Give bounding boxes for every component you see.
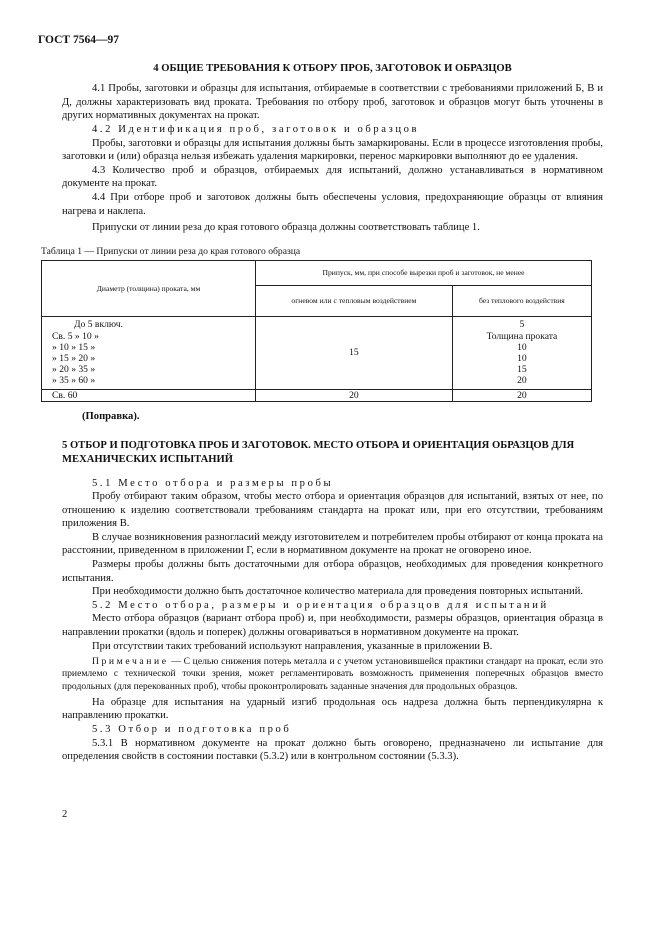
note-text: — С целью снижения потерь металла и с учетом установившейся практики стандарт на прокат, если это приемлемо с технической точки зрения, может регламентировать возможность применения поперечных образцов вместо продольных (для перекованных проб), чтобы проконтролировать заданные значения для продольных образцов. — [62, 656, 603, 692]
heading-4-2: 4.2 Идентификация проб, заготовок и образцов — [92, 123, 420, 135]
nofire-value: 10 — [517, 352, 527, 364]
table-cell-last-nofire: 20 — [452, 389, 591, 401]
diameter-item: » 15 » 20 » — [52, 352, 96, 364]
table-header-fire: огневом или с тепловым воздействием — [256, 286, 453, 317]
paragraph-5-2-b: При отсутствии таких требований используют направления, указанные в приложении В. — [92, 640, 493, 652]
diameter-item: Св. 5 » 10 » — [52, 330, 99, 342]
diameter-item: До 5 включ. — [74, 319, 123, 331]
paragraph-5-2-c: На образце для испытания на ударный изгиб продольная ось надреза должна быть перпендикулярна к направлению прокатки. — [62, 696, 603, 722]
table-cell-last-diameter: Св. 60 — [42, 389, 256, 401]
table-row — [42, 317, 592, 389]
paragraph-5-3-1: 5.3.1 В нормативном документе на прокат должно быть оговорено, предназначено ли испытание для определения свойств в состоянии поставки (5.3.2) или в контрольном состоянии (5.3.3). — [62, 737, 603, 763]
nofire-value: 10 — [517, 341, 527, 353]
heading-5-2: 5.2 Место отбора, размеры и ориентация образцов для испытаний — [92, 599, 549, 611]
table-1-caption: Таблица 1 — Припуски от линии реза до края готового образца — [41, 245, 301, 257]
heading-5-3: 5.3 Отбор и подготовка проб — [92, 724, 292, 736]
table-cell-diameters — [42, 317, 256, 389]
correction-note: (Поправка). — [82, 410, 140, 422]
table-1 — [41, 260, 592, 401]
paragraph-5-1-c: Размеры пробы должны быть достаточными для отбора образцов, необходимых для проведения конкретного испытания. — [62, 559, 603, 584]
table-row — [42, 389, 592, 401]
paragraph-4-4: 4.4 При отборе проб и заготовок должны быть обеспечены условия, предохраняющие образцы от влияния нагрева и наклепа. — [62, 191, 603, 217]
nofire-value: 15 — [517, 364, 527, 376]
document-code: ГОСТ 7564—97 — [38, 34, 119, 46]
table-header-diameter: Диаметр (толщина) проката, мм — [42, 261, 256, 317]
paragraph-4-1: 4.1 Пробы, заготовки и образцы для испытания, отбираемые в соответствии с требованиями приложений Б, В и Д, должны характеризовать вид проката. Требования по отбору проб, заготовок и образцов могут быть уточнены в других нормативных документах на прокат. — [62, 83, 603, 122]
nofire-value: 20 — [517, 375, 527, 387]
paragraph-4-2: Пробы, заготовки и образцы для испытания должны быть замаркированы. Если в процессе изготовления пробы, заготовки и (или) образца нельзя избежать удаления маркировки, перенос маркировки выполняют до ее удаления. — [62, 137, 603, 163]
note — [62, 656, 603, 693]
paragraph-4-3: 4.3 Количество проб и образцов, отбираемых для испытаний, должно устанавливаться в нормативном документе на прокат. — [62, 164, 603, 190]
nofire-value: Толщина проката — [486, 330, 558, 342]
page-number: 2 — [62, 809, 68, 820]
section-5-title: 5 ОТБОР И ПОДГОТОВКА ПРОБ И ЗАГОТОВОК. МЕСТО ОТБОРА И ОРИЕНТАЦИЯ ОБРАЗЦОВ ДЛЯ МЕХАНИЧЕСКИХ ИСПЫТАНИЙ — [62, 440, 575, 465]
heading-5-1: 5.1 Место отбора и размеры пробы — [92, 477, 334, 489]
table-cell-fire-merged: 15 — [256, 317, 453, 389]
section-4-title: 4 ОБЩИЕ ТРЕБОВАНИЯ К ОТБОРУ ПРОБ, ЗАГОТОВОК И ОБРАЗЦОВ — [153, 62, 512, 74]
table-cell-last-fire: 20 — [256, 389, 453, 401]
paragraph-5-1-d: При необходимости должно быть достаточное количество материала для проведения повторных испытаний. — [92, 586, 584, 598]
diameter-item: » 20 » 35 » — [52, 364, 96, 376]
paragraph-allowance: Припуски от линии реза до края готового образца должны соответствовать таблице 1. — [92, 222, 480, 234]
paragraph-5-1-b: В случае возникновения разногласий между изготовителем и потребителем пробы отбирают от конца проката на расстоянии, приведенном в приложении Г, если в нормативном документе на прокат не оговорено иное. — [62, 531, 603, 557]
diameter-item: » 10 » 15 » — [52, 341, 96, 353]
table-cell-nofire-list — [452, 317, 591, 389]
paragraph-5-2-a: Место отбора образцов (вариант отбора проб) и, при необходимости, размеры образцов, ориентация образца в направлении прокатки (вдоль и поперек) должны оговариваться в нормативном документе на прокат. — [62, 613, 603, 639]
nofire-value: 5 — [519, 319, 525, 331]
diameter-item: » 35 » 60 » — [52, 375, 96, 387]
paragraph-5-1-a: Пробу отбирают таким образом, чтобы место отбора и ориентация образцов для испытаний, взятых от нее, по отношению к изделию соответствовали требованиям стандарта на прокат или, при его отсутствии, требованиям приложения В. — [62, 491, 603, 530]
table-header-nofire: без теплового воздействия — [452, 286, 591, 317]
note-label: Примечание — [92, 656, 169, 668]
table-header-allowance: Припуск, мм, при способе вырезки проб и заготовок, не менее — [256, 261, 592, 286]
